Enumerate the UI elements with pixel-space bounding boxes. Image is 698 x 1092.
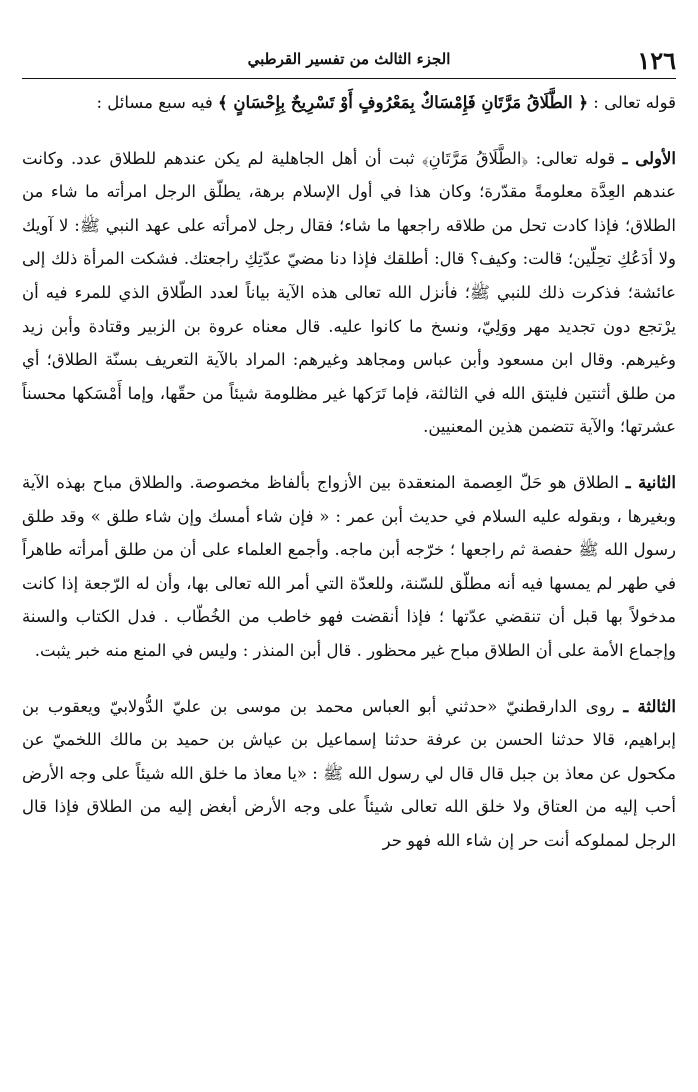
issue-first-heading: الأولى ـ [622,148,676,168]
quran-verse: ﴿ الطَّلَاقُ مَرَّتَانِ فَإِمْسَاكٌ بِمَعْرُوفٍ أَوْ تَسْرِيحٌ بِإِحْسَانٍ ﴾ [218,93,589,112]
issue-second-heading: الثانية ـ [625,472,676,492]
issue-third-heading: الثالثة ـ [623,696,676,716]
page-header [22,46,676,79]
issue-first-text: قوله تعالى: ﴿الطَّلَاقُ مَرَّتَانِ﴾ ثبت أن أهل الجاهلية لم يكن عندهم للطلاق عدد. وكانت عندهم العِدَّة معلومةً مقدّرة؛ وكان هذا في أول الإسلام برهة، يطلّق الرجل امرأته ما شاء من الطلاق؛ فإذا كادت تحل من طلاقه راجعها ما شاء؛ فقال رجل لامرأته على عهد النبي ﷺ: لا آويك ولا أدَعُكِ تحِلّين؛ قالت: وكيف؟ قال: أطلقك فإذا دنا مضيّ عدّتِكِ راجعتك. فشكت المرأة ذلك إلى عائشة؛ فذكرت ذلك للنبي ﷺ؛ فأنزل الله تعالى هذه الآية بياناً لعدد الطّلاق الذي للمرء فيه أن يرْتجع دون تجديد مهر ووَلِيّ، ونسخ ما كانوا عليه. قال معناه عروة بن الزبير وقتادة وأبن زيد وغيرهم. وقال ابن مسعود وأبن عباس ومجاهد وغيرهم: المراد بالآية التعريف بسنّة الطلاق؛ أي من طلق أثنتين فليتق الله في الثالثة، فإما تَرَكها غير مظلومة شيئاً من حقّها، وإما أَمْسَكها محسناً عشرتها؛ والآية تتضمن هذين المعنيين. [22,148,676,437]
issue-second-text: الطلاق هو حَلّ العِصمة المنعقدة بين الأزواج بألفاظ مخصوصة. والطلاق مباح بهذه الآية وبغيرها ، وبقوله عليه السلام في حديث أبن عمر : « فإن شاء أمسك وإن شاء طلق » وقد طلق رسول الله ﷺ حفصة ثم راجعها ؛ خرّجه أبن ماجه. وأجمع العلماء على أن من طلق أمرأته طاهراً في طهر لم يمسها فيه أنه مطلّق للسّنة، وللعدّة التي أمر الله تعالى بها، وأن له الرّجعة إذا كانت مدخولاً بها قبل أن تنقضي عدّتها ؛ فإذا أنقضت فهو خاطب من الخُطّاب . فدل الكتاب والسنة وإجماع الأمة على أن الطلاق مباح غير محظور . قال أبن المنذر : وليس في المنع منه خبر يثبت. [22,472,676,660]
intro-paragraph [22,86,676,120]
issue-first [22,142,676,444]
page-number: ١٢٦ [637,46,676,75]
intro-suffix: فيه سبع مسائل : [96,93,213,112]
intro-prefix: قوله تعالى : [593,93,676,112]
page-content [22,86,676,1086]
issue-third [22,690,676,858]
issue-third-text: روى الدارقطنيّ «حدثني أبو العباس محمد بن موسى بن عليّ الدُّولابيّ ويعقوب بن إبراهيم، قالا حدثنا الحسن بن عرفة حدثنا إسماعيل بن عياش بن حميد بن مالك اللخميّ عن مكحول عن معاذ بن جبل قال قال لي رسول الله ﷺ : «يا معاذ ما خلق الله شيئاً على وجه الأرض أحب إليه من العتاق ولا خلق الله تعالى شيئاً على وجه الأرض أبغض إليه من الطلاق فإذا قال الرجل لمملوكه أنت حر إن شاء الله فهو حر [22,696,676,850]
issue-second [22,466,676,668]
running-title: الجزء الثالث من تفسير القرطبي [247,50,451,68]
